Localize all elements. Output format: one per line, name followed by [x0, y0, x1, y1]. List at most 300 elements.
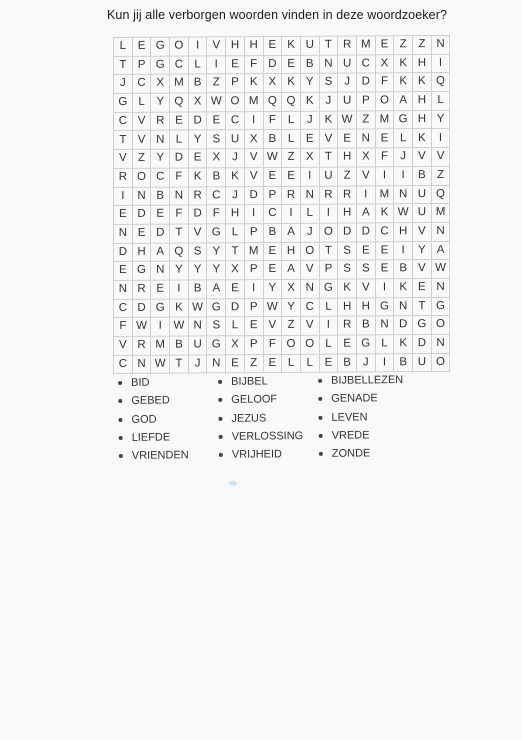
- grid-letter-cell: O: [431, 353, 450, 372]
- grid-letter-cell: N: [151, 261, 170, 280]
- grid-letter-cell: H: [338, 148, 357, 167]
- word-text: GENADE: [331, 392, 378, 406]
- grid-row: [114, 129, 450, 150]
- grid-letter-cell: P: [244, 223, 263, 242]
- grid-letter-cell: Z: [356, 111, 375, 130]
- grid-letter-cell: D: [132, 299, 151, 318]
- grid-letter-cell: W: [151, 355, 170, 374]
- bullet-icon: [118, 399, 122, 403]
- grid-letter-cell: S: [319, 74, 338, 93]
- grid-letter-cell: D: [394, 316, 413, 335]
- grid-letter-cell: I: [394, 241, 413, 260]
- grid-letter-cell: R: [282, 186, 301, 205]
- grid-letter-cell: L: [226, 224, 245, 243]
- word-list-item: [318, 407, 418, 426]
- grid-letter-cell: G: [151, 299, 170, 318]
- grid-letter-cell: X: [375, 54, 394, 73]
- grid-letter-cell: T: [226, 242, 245, 261]
- bullet-icon: [318, 397, 322, 401]
- grid-letter-cell: G: [132, 262, 151, 281]
- grid-letter-cell: L: [282, 130, 301, 149]
- grid-letter-cell: K: [338, 279, 357, 298]
- grid-letter-cell: L: [375, 335, 394, 354]
- grid-letter-cell: D: [188, 205, 207, 224]
- grid-letter-cell: I: [431, 54, 450, 73]
- grid-letter-cell: P: [244, 298, 263, 317]
- grid-letter-cell: Y: [188, 130, 207, 149]
- grid-letter-cell: C: [263, 205, 282, 224]
- word-text: GELOOF: [231, 393, 278, 407]
- grid-letter-cell: E: [338, 129, 357, 148]
- grid-letter-cell: W: [132, 318, 151, 337]
- grid-letter-cell: J: [300, 111, 319, 130]
- grid-letter-cell: C: [226, 111, 245, 130]
- grid-row: [114, 316, 450, 337]
- grid-letter-cell: X: [356, 148, 375, 167]
- grid-letter-cell: E: [151, 205, 170, 224]
- grid-letter-cell: G: [431, 297, 450, 316]
- grid-letter-cell: D: [263, 55, 282, 74]
- word-list-item: [219, 427, 319, 446]
- grid-letter-cell: Z: [244, 354, 263, 373]
- grid-letter-cell: E: [263, 167, 282, 186]
- grid-letter-cell: P: [244, 261, 263, 280]
- grid-letter-cell: L: [394, 129, 413, 148]
- grid-row: [114, 185, 450, 206]
- grid-letter-cell: V: [132, 131, 151, 150]
- grid-letter-cell: K: [282, 36, 301, 55]
- grid-row: [114, 204, 450, 225]
- word-list-item: [218, 390, 318, 409]
- grid-letter-cell: V: [263, 317, 282, 336]
- grid-letter-cell: E: [263, 354, 282, 373]
- grid-letter-cell: H: [413, 110, 432, 129]
- grid-letter-cell: A: [282, 261, 301, 280]
- grid-letter-cell: B: [394, 353, 413, 372]
- word-text: JEZUS: [231, 412, 267, 425]
- grid-letter-cell: E: [338, 335, 357, 354]
- grid-letter-cell: E: [226, 55, 245, 74]
- grid-letter-cell: T: [413, 297, 432, 316]
- grid-letter-cell: I: [356, 185, 375, 204]
- grid-letter-cell: I: [375, 167, 394, 186]
- grid-letter-cell: N: [170, 187, 189, 206]
- grid-letter-cell: I: [394, 166, 413, 185]
- word-list-column: [318, 371, 419, 464]
- grid-letter-cell: Z: [394, 36, 413, 55]
- grid-row: [114, 92, 450, 113]
- grid-letter-cell: D: [244, 186, 263, 205]
- grid-letter-cell: I: [282, 205, 301, 224]
- grid-letter-cell: C: [170, 56, 189, 75]
- grid-letter-cell: K: [394, 54, 413, 73]
- grid-row: [114, 35, 450, 56]
- word-text: BIJBEL: [231, 375, 268, 388]
- word-text: LIEFDE: [131, 431, 171, 444]
- grid-letter-cell: X: [207, 149, 226, 168]
- grid-letter-cell: J: [356, 354, 375, 373]
- word-list-item: [318, 371, 418, 390]
- bullet-icon: [118, 418, 122, 422]
- grid-letter-cell: S: [188, 242, 207, 261]
- grid-letter-cell: E: [375, 241, 394, 260]
- grid-letter-cell: R: [151, 112, 170, 131]
- grid-letter-cell: E: [226, 280, 245, 299]
- grid-letter-cell: F: [244, 55, 263, 74]
- grid-letter-cell: I: [375, 279, 394, 298]
- grid-letter-cell: C: [151, 168, 170, 187]
- grid-letter-cell: V: [114, 150, 133, 169]
- grid-letter-cell: E: [263, 261, 282, 280]
- grid-letter-cell: Z: [413, 36, 432, 55]
- grid-row: [114, 334, 450, 355]
- word-list-item: [319, 444, 419, 463]
- grid-letter-cell: H: [356, 298, 375, 317]
- grid-letter-cell: L: [431, 92, 450, 111]
- grid-letter-cell: M: [431, 204, 450, 223]
- grid-letter-cell: F: [170, 205, 189, 224]
- grid-letter-cell: N: [431, 278, 450, 297]
- grid-letter-cell: W: [188, 299, 207, 318]
- grid-letter-cell: K: [394, 279, 413, 298]
- grid-letter-cell: Y: [170, 261, 189, 280]
- grid-letter-cell: E: [263, 36, 282, 55]
- grid-letter-cell: K: [394, 73, 413, 92]
- grid-letter-cell: E: [282, 55, 301, 74]
- grid-letter-cell: Z: [282, 317, 301, 336]
- grid-letter-cell: V: [413, 222, 432, 241]
- grid-letter-cell: D: [226, 298, 245, 317]
- bullet-icon: [218, 380, 222, 384]
- grid-letter-cell: X: [244, 130, 263, 149]
- grid-letter-cell: U: [338, 55, 357, 74]
- bullet-icon: [218, 417, 222, 421]
- grid-letter-cell: O: [300, 335, 319, 354]
- grid-letter-cell: E: [282, 167, 301, 186]
- grid-letter-cell: M: [151, 336, 170, 355]
- grid-letter-cell: K: [375, 204, 394, 223]
- grid-letter-cell: R: [319, 186, 338, 205]
- grid-letter-cell: X: [226, 336, 245, 355]
- grid-letter-cell: H: [226, 205, 245, 224]
- grid-letter-cell: E: [132, 37, 151, 56]
- grid-letter-cell: G: [151, 37, 170, 56]
- word-list-item: [318, 389, 418, 408]
- grid-letter-cell: F: [170, 168, 189, 187]
- grid-letter-cell: D: [356, 73, 375, 92]
- grid-letter-cell: K: [319, 111, 338, 130]
- word-text: VREDE: [331, 429, 370, 442]
- grid-letter-cell: P: [226, 74, 245, 93]
- grid-letter-cell: G: [394, 110, 413, 129]
- grid-letter-cell: K: [300, 92, 319, 111]
- grid-letter-cell: T: [319, 148, 338, 167]
- grid-letter-cell: I: [431, 129, 450, 148]
- word-text: ZONDE: [331, 447, 371, 460]
- grid-letter-cell: Y: [151, 149, 170, 168]
- grid-letter-cell: L: [319, 298, 338, 317]
- word-list-item: [118, 391, 218, 410]
- grid-letter-cell: U: [413, 204, 432, 223]
- grid-letter-cell: C: [132, 75, 151, 94]
- grid-letter-cell: F: [375, 148, 394, 167]
- bullet-icon: [219, 453, 223, 457]
- grid-letter-cell: V: [132, 112, 151, 131]
- grid-letter-cell: A: [356, 204, 375, 223]
- grid-letter-cell: I: [244, 205, 263, 224]
- word-list-item: [219, 445, 319, 464]
- grid-letter-cell: I: [319, 316, 338, 335]
- grid-letter-cell: N: [151, 131, 170, 150]
- grid-letter-cell: N: [114, 280, 133, 299]
- grid-letter-cell: G: [151, 56, 170, 75]
- grid-letter-cell: H: [282, 242, 301, 261]
- grid-letter-cell: N: [394, 185, 413, 204]
- grid-letter-cell: D: [114, 243, 133, 262]
- grid-letter-cell: F: [375, 73, 394, 92]
- grid-letter-cell: W: [394, 204, 413, 223]
- grid-letter-cell: S: [207, 130, 226, 149]
- grid-letter-cell: K: [226, 168, 245, 187]
- grid-letter-cell: B: [170, 336, 189, 355]
- grid-letter-cell: N: [132, 355, 151, 374]
- grid-letter-cell: H: [338, 298, 357, 317]
- grid-letter-cell: E: [375, 260, 394, 279]
- grid-letter-cell: V: [188, 224, 207, 243]
- grid-letter-cell: X: [226, 261, 245, 280]
- grid-letter-cell: D: [132, 205, 151, 224]
- grid-letter-cell: J: [338, 73, 357, 92]
- grid-letter-cell: X: [151, 75, 170, 94]
- grid-letter-cell: I: [114, 187, 133, 206]
- grid-letter-cell: L: [226, 317, 245, 336]
- grid-letter-cell: U: [226, 130, 245, 149]
- grid-letter-cell: R: [132, 336, 151, 355]
- grid-letter-cell: W: [170, 317, 189, 336]
- grid-letter-cell: B: [356, 316, 375, 335]
- grid-letter-cell: Y: [413, 241, 432, 260]
- grid-letter-cell: G: [375, 297, 394, 316]
- grid-row: [114, 297, 450, 318]
- grid-letter-cell: U: [338, 92, 357, 111]
- grid-letter-cell: L: [282, 354, 301, 373]
- word-list-item: [119, 446, 219, 465]
- grid-letter-cell: B: [151, 187, 170, 206]
- grid-letter-cell: C: [356, 55, 375, 74]
- grid-letter-cell: G: [356, 335, 375, 354]
- grid-letter-cell: F: [207, 205, 226, 224]
- grid-letter-cell: M: [375, 111, 394, 130]
- grid-letter-cell: H: [394, 223, 413, 242]
- word-search-grid: [113, 35, 450, 374]
- grid-letter-cell: H: [338, 204, 357, 223]
- grid-letter-cell: N: [300, 279, 319, 298]
- grid-letter-cell: I: [188, 37, 207, 56]
- grid-letter-cell: N: [319, 55, 338, 74]
- bullet-icon: [119, 454, 123, 458]
- grid-row: [114, 110, 450, 131]
- grid-letter-cell: K: [394, 335, 413, 354]
- bullet-icon: [319, 452, 323, 456]
- grid-letter-cell: R: [114, 168, 133, 187]
- grid-letter-cell: W: [263, 149, 282, 168]
- grid-letter-cell: Z: [132, 149, 151, 168]
- grid-row: [114, 241, 450, 262]
- word-list-column: [218, 372, 319, 465]
- grid-letter-cell: V: [413, 148, 432, 167]
- grid-letter-cell: E: [300, 130, 319, 149]
- grid-letter-cell: N: [114, 224, 133, 243]
- grid-letter-cell: S: [356, 260, 375, 279]
- word-text: VERLOSSING: [231, 429, 304, 443]
- grid-letter-cell: Y: [263, 279, 282, 298]
- grid-letter-cell: C: [207, 186, 226, 205]
- bullet-icon: [318, 379, 322, 383]
- grid-row: [114, 278, 450, 299]
- word-list-item: [119, 428, 219, 447]
- grid-letter-cell: Q: [263, 93, 282, 112]
- grid-letter-cell: G: [207, 336, 226, 355]
- paper-speck: [229, 481, 237, 486]
- grid-letter-cell: M: [170, 74, 189, 93]
- grid-letter-cell: E: [188, 149, 207, 168]
- grid-letter-cell: B: [338, 354, 357, 373]
- grid-letter-cell: B: [188, 280, 207, 299]
- grid-letter-cell: U: [413, 185, 432, 204]
- grid-letter-cell: Y: [282, 298, 301, 317]
- word-text: BID: [131, 376, 150, 389]
- grid-letter-cell: F: [263, 111, 282, 130]
- word-list-item: [118, 410, 218, 429]
- grid-letter-cell: O: [300, 242, 319, 261]
- grid-letter-cell: J: [319, 92, 338, 111]
- bullet-icon: [319, 434, 323, 438]
- word-list: [118, 371, 419, 466]
- grid-letter-cell: G: [319, 279, 338, 298]
- grid-letter-cell: V: [413, 260, 432, 279]
- grid-letter-cell: N: [188, 317, 207, 336]
- grid-letter-cell: D: [170, 149, 189, 168]
- grid-letter-cell: G: [114, 93, 133, 112]
- grid-letter-cell: C: [375, 223, 394, 242]
- grid-letter-cell: I: [375, 353, 394, 372]
- grid-letter-cell: C: [114, 355, 133, 374]
- grid-letter-cell: I: [151, 317, 170, 336]
- grid-letter-cell: H: [244, 37, 263, 56]
- grid-letter-cell: X: [300, 148, 319, 167]
- grid-letter-cell: C: [300, 298, 319, 317]
- grid-letter-cell: V: [244, 167, 263, 186]
- grid-letter-cell: N: [132, 187, 151, 206]
- grid-letter-cell: J: [300, 223, 319, 242]
- grid-letter-cell: I: [300, 167, 319, 186]
- grid-letter-cell: E: [114, 206, 133, 225]
- grid-letter-cell: I: [170, 280, 189, 299]
- grid-letter-cell: Z: [207, 74, 226, 93]
- grid-letter-cell: R: [338, 186, 357, 205]
- grid-letter-cell: J: [188, 355, 207, 374]
- grid-letter-cell: S: [338, 242, 357, 261]
- grid-letter-cell: G: [413, 316, 432, 335]
- grid-letter-cell: V: [300, 317, 319, 336]
- grid-letter-cell: Q: [170, 93, 189, 112]
- grid-row: [114, 73, 450, 94]
- grid-letter-cell: K: [282, 74, 301, 93]
- grid-letter-cell: N: [375, 316, 394, 335]
- grid-letter-cell: E: [207, 112, 226, 131]
- grid-letter-cell: M: [375, 185, 394, 204]
- grid-letter-cell: Z: [338, 167, 357, 186]
- grid-letter-cell: Y: [300, 74, 319, 93]
- grid-letter-cell: V: [356, 279, 375, 298]
- grid-row: [114, 222, 450, 243]
- grid-letter-cell: B: [207, 168, 226, 187]
- grid-letter-cell: W: [338, 111, 357, 130]
- grid-letter-cell: E: [114, 262, 133, 281]
- grid-letter-cell: E: [226, 354, 245, 373]
- page-title: Kun jij alle verborgen woorden vinden in deze woordzoeker?: [106, 8, 448, 22]
- word-text: BIJBELLEZEN: [331, 374, 404, 387]
- grid-letter-cell: J: [394, 148, 413, 167]
- grid-letter-cell: C: [114, 112, 133, 131]
- grid-letter-cell: Y: [207, 242, 226, 261]
- grid-letter-cell: S: [338, 260, 357, 279]
- grid-row: [114, 260, 450, 281]
- grid-letter-cell: R: [132, 280, 151, 299]
- grid-letter-cell: W: [431, 260, 450, 279]
- grid-letter-cell: F: [263, 335, 282, 354]
- grid-letter-cell: Y: [431, 110, 450, 129]
- grid-letter-cell: E: [413, 278, 432, 297]
- grid-letter-cell: P: [356, 92, 375, 111]
- grid-letter-cell: B: [263, 130, 282, 149]
- grid-letter-cell: W: [263, 298, 282, 317]
- word-text: GOD: [131, 413, 157, 426]
- grid-letter-cell: N: [207, 354, 226, 373]
- grid-letter-cell: R: [338, 316, 357, 335]
- grid-letter-cell: T: [114, 131, 133, 150]
- grid-letter-cell: A: [282, 223, 301, 242]
- grid-row: [114, 166, 450, 187]
- grid-letter-cell: T: [170, 224, 189, 243]
- grid-letter-cell: O: [375, 92, 394, 111]
- grid-letter-cell: N: [356, 129, 375, 148]
- word-list-item: [319, 426, 419, 445]
- grid-letter-cell: D: [151, 224, 170, 243]
- grid-letter-cell: R: [338, 36, 357, 55]
- grid-letter-cell: E: [375, 36, 394, 55]
- grid-letter-cell: L: [300, 204, 319, 223]
- grid-letter-cell: V: [356, 167, 375, 186]
- grid-letter-cell: O: [132, 168, 151, 187]
- grid-letter-cell: N: [431, 334, 450, 353]
- grid-letter-cell: U: [413, 353, 432, 372]
- grid-letter-cell: H: [413, 92, 432, 111]
- grid-letter-cell: L: [170, 130, 189, 149]
- grid-letter-cell: F: [114, 318, 133, 337]
- grid-letter-cell: B: [188, 74, 207, 93]
- grid-letter-cell: E: [319, 354, 338, 373]
- grid-letter-cell: E: [375, 129, 394, 148]
- grid-letter-cell: B: [263, 223, 282, 242]
- grid-letter-cell: Q: [282, 92, 301, 111]
- grid-letter-cell: P: [263, 186, 282, 205]
- grid-letter-cell: L: [114, 37, 133, 56]
- grid-letter-cell: A: [431, 241, 450, 260]
- grid-letter-cell: W: [207, 93, 226, 112]
- grid-letter-cell: N: [394, 297, 413, 316]
- word-text: VRIENDEN: [131, 449, 189, 463]
